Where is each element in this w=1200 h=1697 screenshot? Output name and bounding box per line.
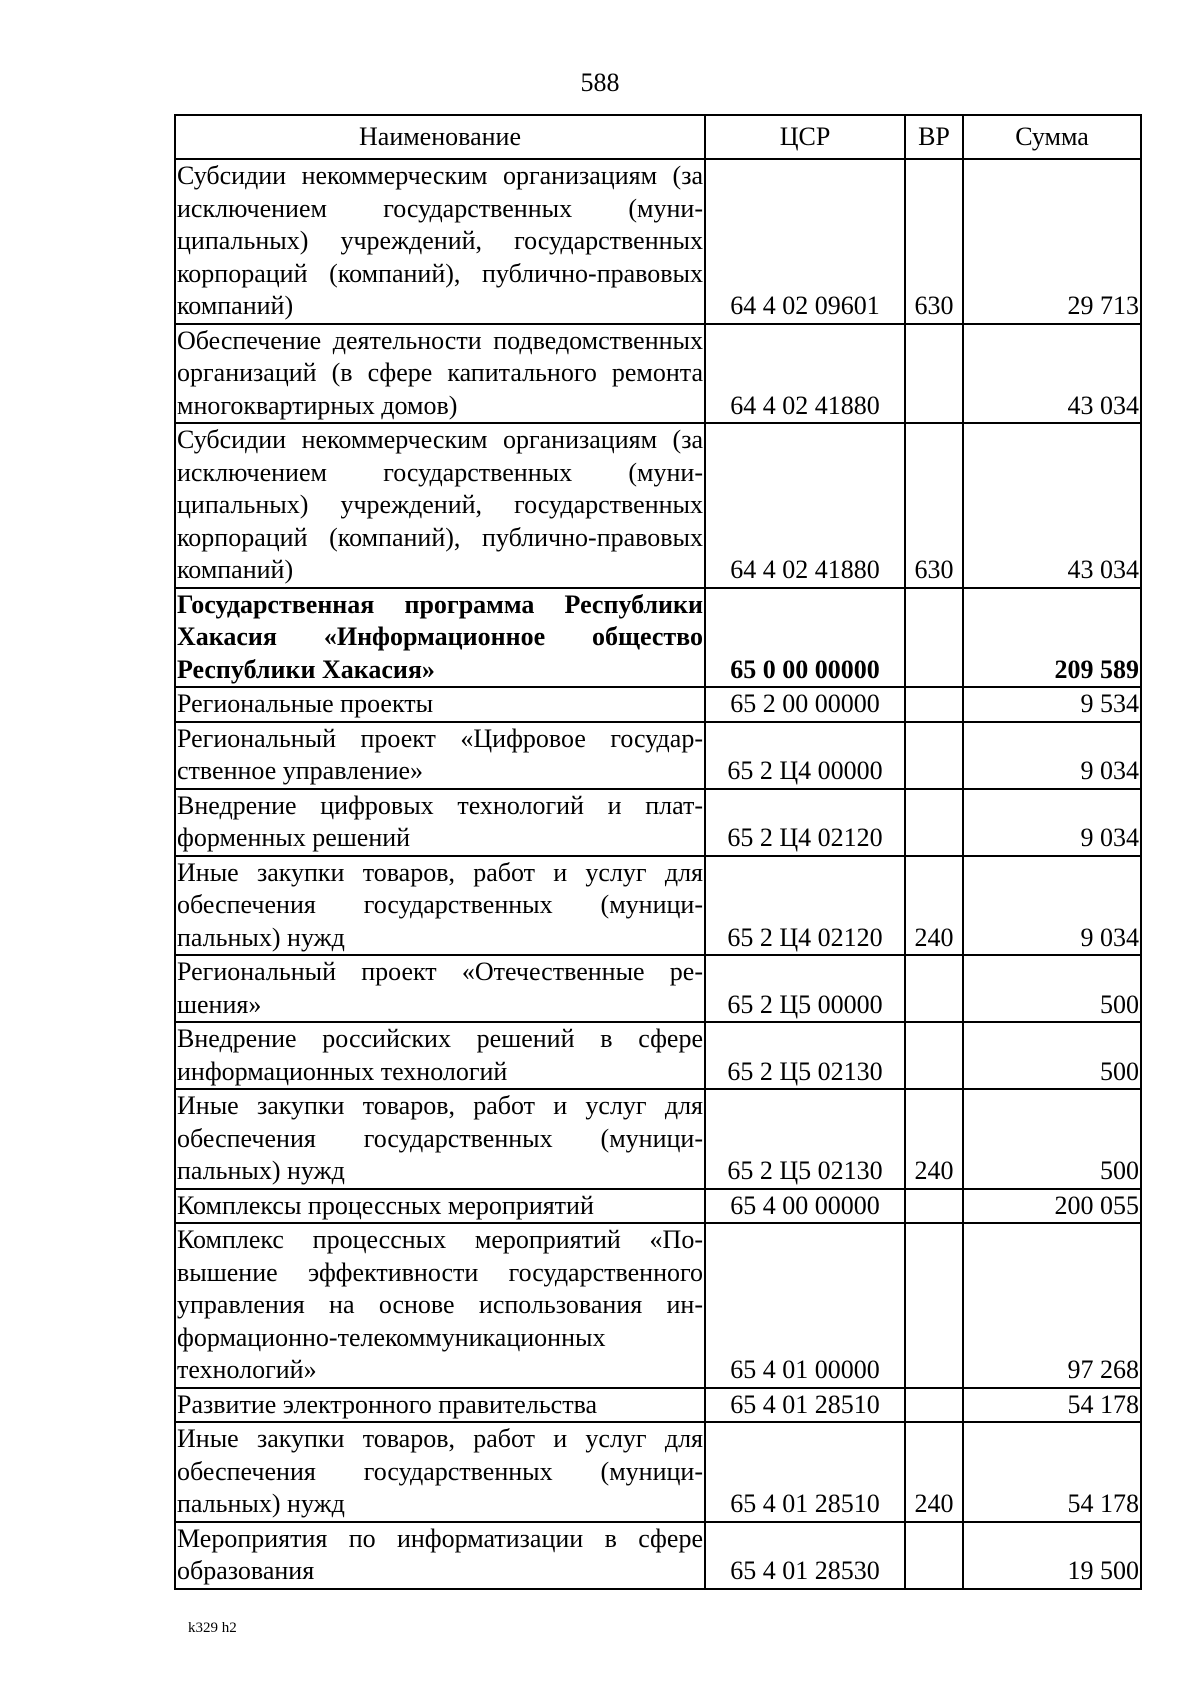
row-vr-cell: 630	[905, 423, 963, 588]
row-name-cell: Иные закупки товаров, работ и услуг для обеспечения государственных (муниципальных) нужд	[175, 1089, 705, 1189]
row-vr-cell	[905, 687, 963, 722]
row-sum-cell: 200 055	[963, 1189, 1141, 1224]
table-row	[175, 159, 1141, 324]
row-name-cell: Комплексы процессных мероприятий	[175, 1189, 705, 1224]
row-csr-cell: 65 4 01 28530	[705, 1522, 905, 1589]
row-sum-cell: 43 034	[963, 423, 1141, 588]
row-name-cell: Комплекс процессных мероприятий «Повышение эффективности государственного управления на основе использования информационно-телекоммуникационных технологий»	[175, 1223, 705, 1388]
row-vr-cell	[905, 955, 963, 1022]
row-vr-cell	[905, 1522, 963, 1589]
row-name-cell: Региональный проект «Цифровое государственное управление»	[175, 722, 705, 789]
budget-table	[174, 114, 1142, 1590]
row-csr-cell: 65 4 01 28510	[705, 1422, 905, 1522]
row-vr-cell	[905, 1223, 963, 1388]
row-vr-cell	[905, 1022, 963, 1089]
row-csr-cell: 64 4 02 09601	[705, 159, 905, 324]
row-name-cell: Внедрение российских решений в сфере информационных технологий	[175, 1022, 705, 1089]
table-row	[175, 588, 1141, 688]
row-sum-cell: 97 268	[963, 1223, 1141, 1388]
row-vr-cell	[905, 1388, 963, 1423]
table-row	[175, 324, 1141, 424]
row-name-cell: Развитие электронного правительства	[175, 1388, 705, 1423]
row-csr-cell: 65 2 00 00000	[705, 687, 905, 722]
row-csr-cell: 65 2 Ц5 02130	[705, 1089, 905, 1189]
table-row	[175, 1223, 1141, 1388]
row-sum-cell: 43 034	[963, 324, 1141, 424]
row-name-cell: Государственная программа Республики Хакасия «Информационное общество Республики Хакасия»	[175, 588, 705, 688]
header-name: Наименование	[175, 115, 705, 159]
row-sum-cell: 9 034	[963, 856, 1141, 956]
row-csr-cell: 65 4 01 00000	[705, 1223, 905, 1388]
row-sum-cell: 19 500	[963, 1522, 1141, 1589]
row-vr-cell	[905, 1189, 963, 1224]
row-name-cell: Субсидии некоммерческим организациям (за исключением государственных (муниципальных) учреждений, государственных корпораций (компаний), публично-правовых компаний)	[175, 423, 705, 588]
row-sum-cell: 29 713	[963, 159, 1141, 324]
row-sum-cell: 54 178	[963, 1422, 1141, 1522]
row-csr-cell: 65 2 Ц4 00000	[705, 722, 905, 789]
table-row	[175, 687, 1141, 722]
row-csr-cell: 65 2 Ц5 00000	[705, 955, 905, 1022]
header-vr: ВР	[905, 115, 963, 159]
row-vr-cell	[905, 588, 963, 688]
row-sum-cell: 500	[963, 955, 1141, 1022]
row-csr-cell: 65 2 Ц4 02120	[705, 789, 905, 856]
row-vr-cell	[905, 789, 963, 856]
page-number: 588	[580, 68, 620, 97]
header-csr: ЦСР	[705, 115, 905, 159]
table-row	[175, 955, 1141, 1022]
row-sum-cell: 54 178	[963, 1388, 1141, 1423]
row-vr-cell: 240	[905, 856, 963, 956]
row-name-cell: Иные закупки товаров, работ и услуг для обеспечения государственных (муниципальных) нужд	[175, 1422, 705, 1522]
table-row	[175, 722, 1141, 789]
footer-code: k329 h2	[188, 1620, 237, 1636]
row-vr-cell: 630	[905, 159, 963, 324]
table-header-row	[175, 115, 1141, 159]
row-sum-cell: 9 034	[963, 789, 1141, 856]
row-csr-cell: 65 4 00 00000	[705, 1189, 905, 1224]
row-sum-cell: 500	[963, 1022, 1141, 1089]
row-name-cell: Обеспечение деятельности подведомственных организаций (в сфере капитального ремонта многоквартирных домов)	[175, 324, 705, 424]
row-csr-cell: 65 4 01 28510	[705, 1388, 905, 1423]
row-sum-cell: 9 534	[963, 687, 1141, 722]
row-csr-cell: 65 2 Ц5 02130	[705, 1022, 905, 1089]
row-sum-cell: 500	[963, 1089, 1141, 1189]
table-row	[175, 423, 1141, 588]
row-sum-cell: 9 034	[963, 722, 1141, 789]
table-row	[175, 1022, 1141, 1089]
table-row	[175, 789, 1141, 856]
row-name-cell: Субсидии некоммерческим организациям (за исключением государственных (муниципальных) учреждений, государственных корпораций (компаний), публично-правовых компаний)	[175, 159, 705, 324]
row-csr-cell: 65 2 Ц4 02120	[705, 856, 905, 956]
row-name-cell: Иные закупки товаров, работ и услуг для обеспечения государственных (муниципальных) нужд	[175, 856, 705, 956]
table-row	[175, 1089, 1141, 1189]
row-name-cell: Внедрение цифровых технологий и платформенных решений	[175, 789, 705, 856]
row-name-cell: Региональный проект «Отечественные решения»	[175, 955, 705, 1022]
table-row	[175, 1522, 1141, 1589]
row-csr-cell: 64 4 02 41880	[705, 324, 905, 424]
row-sum-cell: 209 589	[963, 588, 1141, 688]
table-row	[175, 1388, 1141, 1423]
header-sum: Сумма	[963, 115, 1141, 159]
row-csr-cell: 65 0 00 00000	[705, 588, 905, 688]
row-name-cell: Региональные проекты	[175, 687, 705, 722]
row-csr-cell: 64 4 02 41880	[705, 423, 905, 588]
table-row	[175, 856, 1141, 956]
row-name-cell: Мероприятия по информатизации в сфере образования	[175, 1522, 705, 1589]
row-vr-cell: 240	[905, 1089, 963, 1189]
row-vr-cell: 240	[905, 1422, 963, 1522]
row-vr-cell	[905, 324, 963, 424]
table-row	[175, 1189, 1141, 1224]
row-vr-cell	[905, 722, 963, 789]
table-row	[175, 1422, 1141, 1522]
